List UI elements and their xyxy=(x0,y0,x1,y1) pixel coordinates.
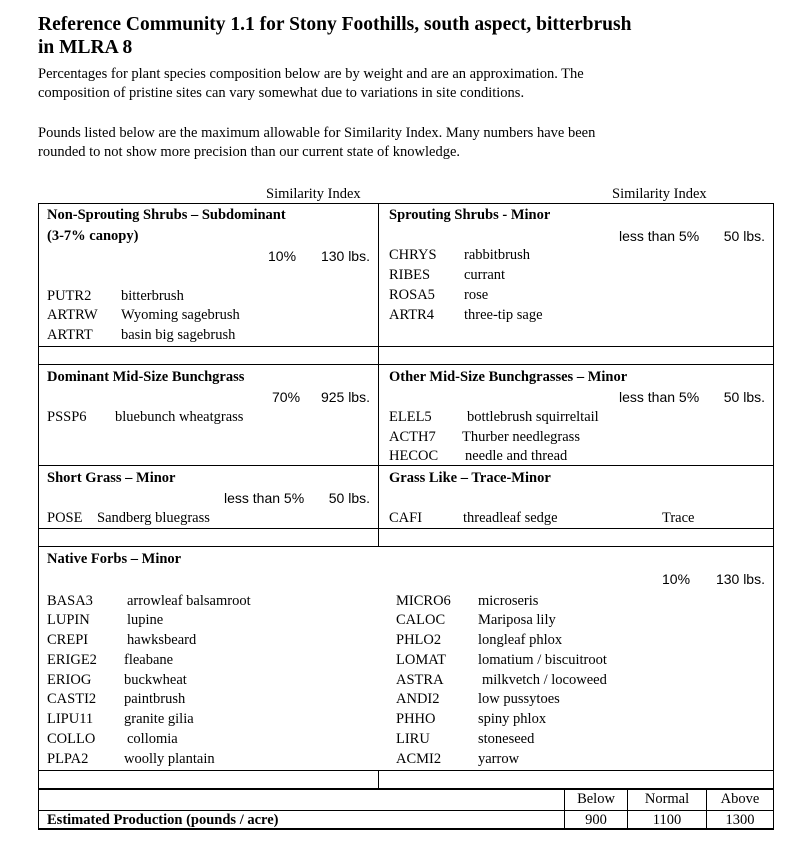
species-code: PSSP6 xyxy=(47,409,87,425)
page-title-line1: Reference Community 1.1 for Stony Foothills, south aspect, bitterbrush xyxy=(38,14,632,35)
group-title: Native Forbs – Minor xyxy=(47,551,182,567)
group-pounds: 50 lbs. xyxy=(723,389,765,405)
species-name: needle and thread xyxy=(465,448,568,464)
species-code: ACTH7 xyxy=(389,429,436,445)
species-code: MICRO6 xyxy=(396,593,451,609)
species-code: PHLO2 xyxy=(396,632,442,648)
species-name: granite gilia xyxy=(124,711,194,727)
species-name: fleabane xyxy=(124,652,174,668)
species-code: POSE xyxy=(47,510,83,526)
species-code: CAFI xyxy=(389,510,423,526)
group-subtitle: (3-7% canopy) xyxy=(47,228,139,244)
group-pounds: 130 lbs. xyxy=(320,248,370,264)
species-name: Thurber needlegrass xyxy=(462,429,580,445)
species-name: milkvetch / locoweed xyxy=(482,672,607,688)
species-code: CASTI2 xyxy=(47,691,97,707)
group-title: Sprouting Shrubs - Minor xyxy=(389,207,551,223)
species-name: three-tip sage xyxy=(464,307,543,323)
production-header-below: Below xyxy=(577,791,615,807)
group-title: Other Mid-Size Bunchgrasses – Minor xyxy=(389,369,628,385)
species-name: spiny phlox xyxy=(478,711,547,727)
intro-p2-line1: Pounds listed below are the maximum allowable for Similarity Index. Many numbers have been xyxy=(38,125,596,141)
species-code: ASTRA xyxy=(396,672,444,688)
group-percent: less than 5% xyxy=(619,389,700,405)
species-name: arrowleaf balsamroot xyxy=(127,593,251,609)
species-code: ACMI2 xyxy=(396,751,442,767)
group-percent: 10% xyxy=(662,571,691,587)
intro-p1-line1: Percentages for plant species composition below are by weight and are an approximation. The xyxy=(38,66,584,82)
production-value-below: 900 xyxy=(585,812,607,828)
intro-p2-line2: rounded to not show more precision than our current state of knowledge. xyxy=(38,144,461,160)
species-code: HECOC xyxy=(389,448,439,464)
species-name: stoneseed xyxy=(478,731,535,747)
species-code: CREPI xyxy=(47,632,89,648)
species-name: yarrow xyxy=(478,751,520,767)
group-pounds: 50 lbs. xyxy=(723,228,765,244)
group-pounds: 50 lbs. xyxy=(328,490,370,506)
species-code: LUPIN xyxy=(47,612,90,628)
species-code: PHHO xyxy=(396,711,436,727)
species-code: ARTR4 xyxy=(389,307,435,323)
species-code: BASA3 xyxy=(47,593,93,609)
species-code: ELEL5 xyxy=(389,409,432,425)
production-label: Estimated Production (pounds / acre) xyxy=(47,812,279,828)
similarity-index-header-left: Similarity Index xyxy=(266,186,361,202)
species-name: bottlebrush squirreltail xyxy=(467,409,599,425)
species-name: lupine xyxy=(127,612,164,628)
species-code: ARTRT xyxy=(47,327,93,343)
species-code: ANDI2 xyxy=(396,691,440,707)
species-name: lomatium / biscuitroot xyxy=(478,652,607,668)
species-code: PLPA2 xyxy=(47,751,89,767)
group-pounds: 130 lbs. xyxy=(715,571,765,587)
species-code: ERIGE2 xyxy=(47,652,97,668)
species-code: ERIOG xyxy=(47,672,92,688)
species-code: RIBES xyxy=(389,267,431,283)
species-name: basin big sagebrush xyxy=(121,327,236,343)
species-name: buckwheat xyxy=(124,672,187,688)
species-name: microseris xyxy=(478,593,539,609)
species-name: threadleaf sedge xyxy=(463,510,558,526)
species-code: LIRU xyxy=(396,731,430,747)
species-name: collomia xyxy=(127,731,178,747)
production-header-above: Above xyxy=(720,791,760,807)
species-name: hawksbeard xyxy=(127,632,197,648)
species-name: rabbitbrush xyxy=(464,247,531,263)
species-amount: Trace xyxy=(662,510,695,526)
species-code: ROSA5 xyxy=(389,287,435,303)
group-percent: 70% xyxy=(272,389,301,405)
species-code: CALOC xyxy=(396,612,446,628)
group-percent: less than 5% xyxy=(224,490,305,506)
species-name: bitterbrush xyxy=(121,288,184,304)
species-name: currant xyxy=(464,267,506,283)
production-value-normal: 1100 xyxy=(652,812,682,828)
species-code: PUTR2 xyxy=(47,288,92,304)
species-code: CHRYS xyxy=(389,247,437,263)
species-code: LOMAT xyxy=(396,652,446,668)
production-value-above: 1300 xyxy=(725,812,755,828)
group-title: Dominant Mid-Size Bunchgrass xyxy=(47,369,245,385)
group-percent: less than 5% xyxy=(619,228,700,244)
group-title: Short Grass – Minor xyxy=(47,470,176,486)
group-title: Grass Like – Trace-Minor xyxy=(389,470,551,486)
species-code: LIPU11 xyxy=(47,711,94,727)
species-name: woolly plantain xyxy=(124,751,215,767)
species-name: bluebunch wheatgrass xyxy=(115,409,244,425)
group-percent: 10% xyxy=(268,248,297,264)
species-code: ARTRW xyxy=(47,307,98,323)
species-code: COLLO xyxy=(47,731,96,747)
production-header-normal: Normal xyxy=(644,791,690,807)
similarity-index-header-right: Similarity Index xyxy=(612,186,707,202)
group-pounds: 925 lbs. xyxy=(320,389,370,405)
species-name: longleaf phlox xyxy=(478,632,563,648)
species-name: Wyoming sagebrush xyxy=(121,307,240,323)
group-title: Non-Sprouting Shrubs – Subdominant xyxy=(47,207,286,223)
species-name: low pussytoes xyxy=(478,691,560,707)
intro-p1-line2: composition of pristine sites can vary somewhat due to variations in site conditions. xyxy=(38,85,525,101)
species-name: Sandberg bluegrass xyxy=(97,510,210,526)
species-name: Mariposa lily xyxy=(478,612,556,628)
species-name: paintbrush xyxy=(124,691,186,707)
species-name: rose xyxy=(464,287,489,303)
page-title-line2: in MLRA 8 xyxy=(38,37,133,58)
